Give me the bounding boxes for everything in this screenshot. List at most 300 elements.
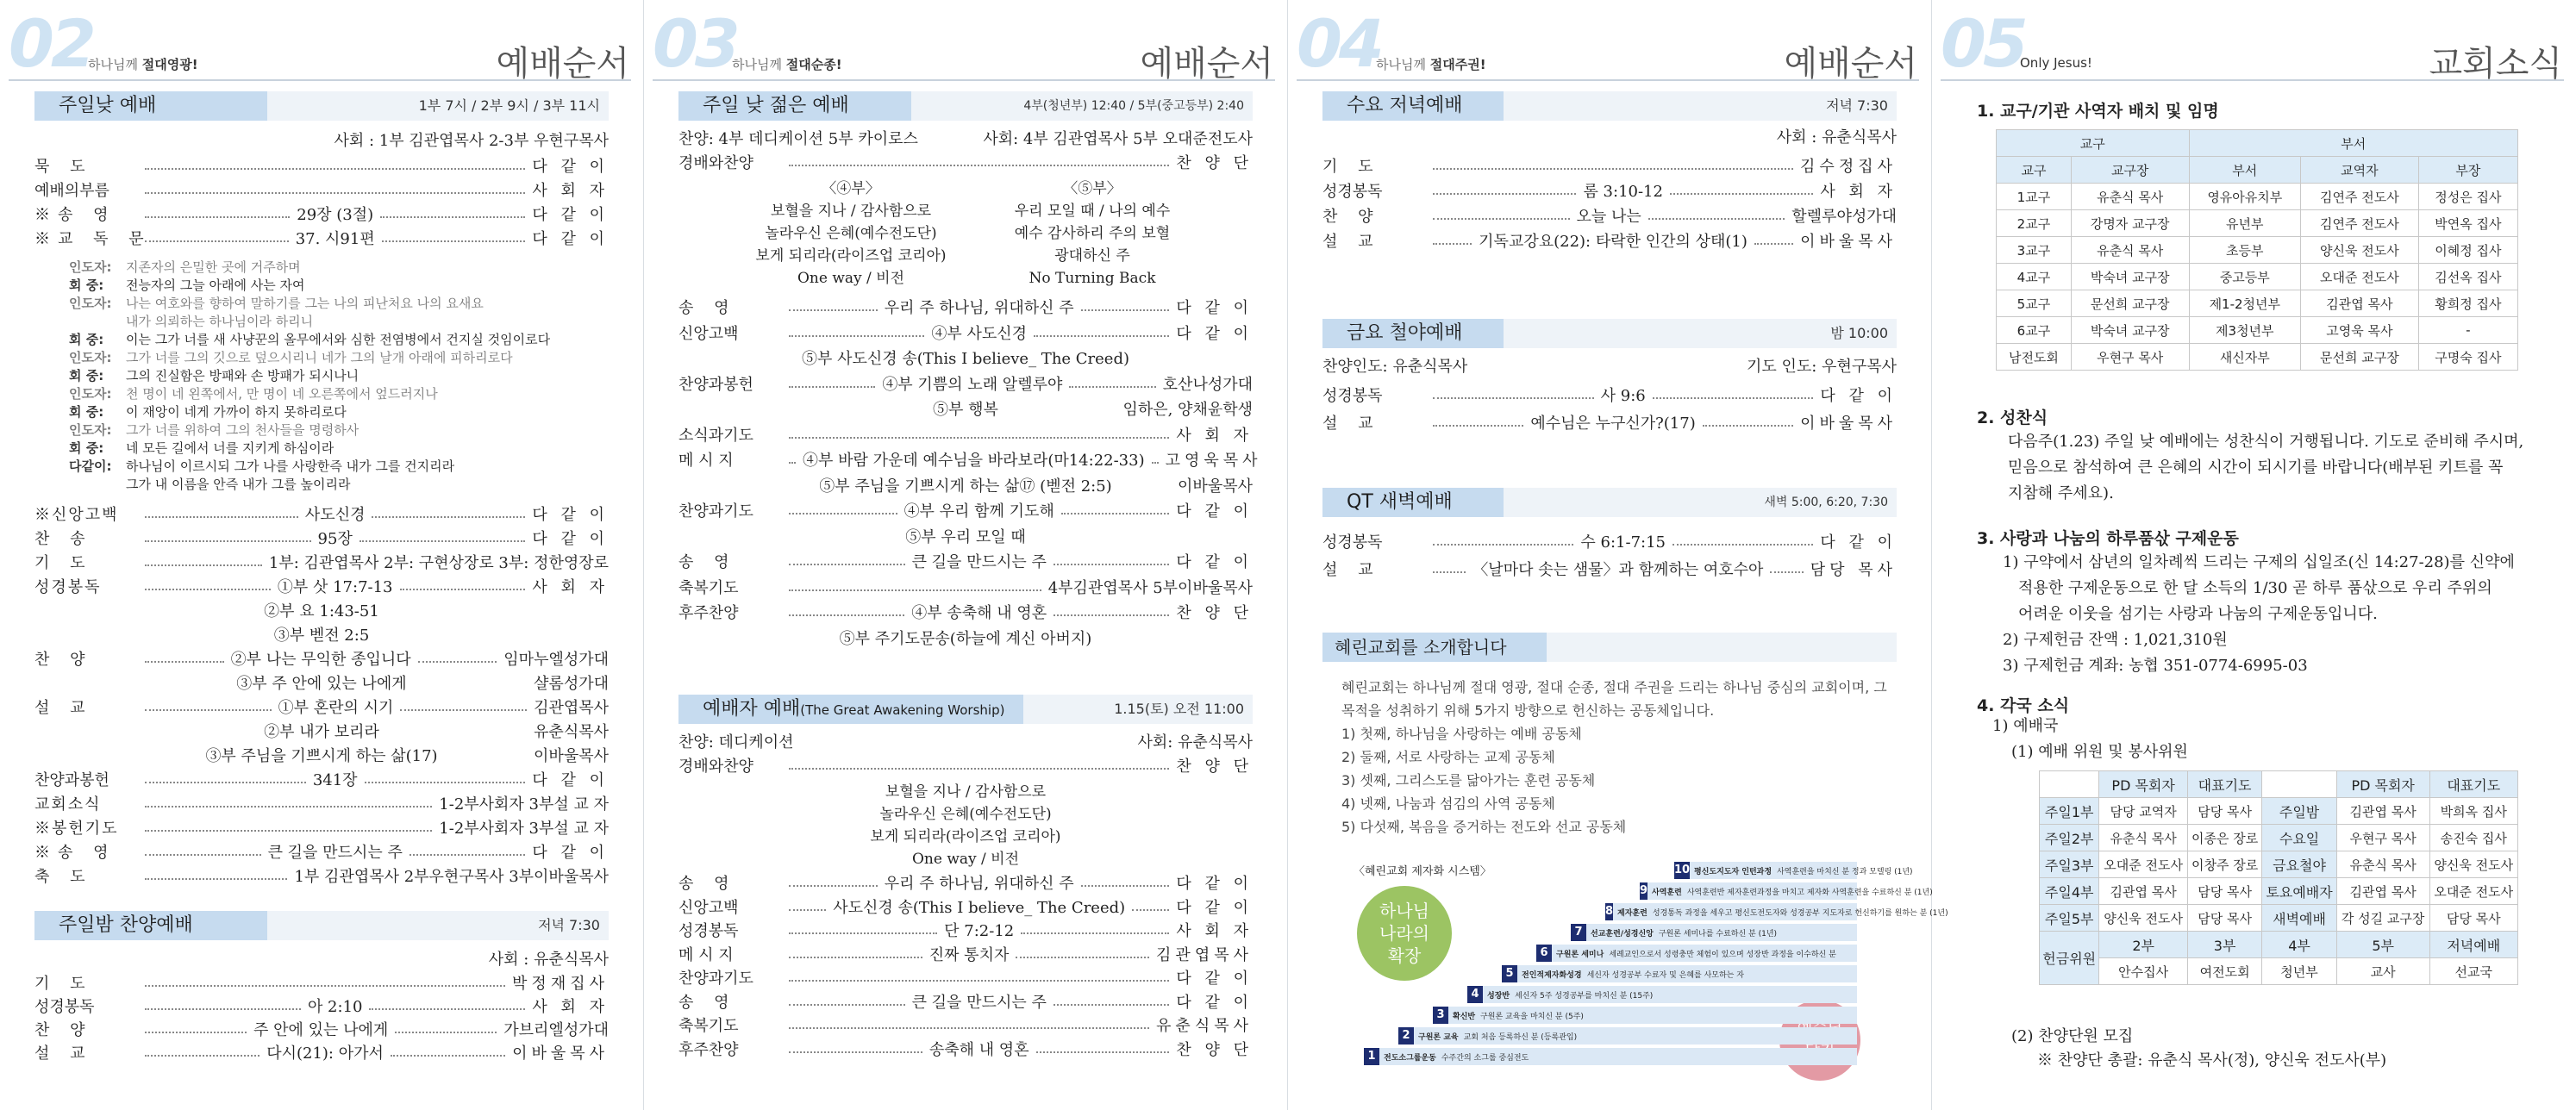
leader-dots: [1054, 564, 1170, 565]
row-key: 송 영: [678, 993, 737, 1012]
section-title: 예배자 예배(The Great Awakening Worship): [678, 695, 1023, 724]
row-content: 큰 길을 만드시는 주: [911, 553, 1047, 571]
staff-cell: 양신욱 전도사: [2301, 237, 2419, 264]
row-person: 이바울목사: [1178, 477, 1253, 496]
committee-cell: 양신욱 전도사: [2099, 905, 2187, 932]
committee-row: [2040, 825, 2518, 851]
staff-cell: -: [2418, 317, 2517, 344]
leader-dots: [789, 564, 905, 565]
page-04: [1288, 0, 1948, 1110]
stair-step: [1536, 945, 1857, 962]
page-number: 02: [9, 5, 93, 82]
news-body-2: [2008, 429, 2523, 507]
section-bar-dawn: [1322, 488, 1897, 517]
staff-row: [1997, 184, 2518, 210]
reading-text: 하나님이 이르시되 그가 나를 사랑한즉 내가 그를 건지리라: [126, 458, 455, 474]
song-title: No Turning Back: [1029, 270, 1156, 287]
reading-text: 이는 그가 너를 새 사냥꾼의 올무에서와 심한 전염병에서 건지실 것임이로다: [126, 332, 551, 347]
row-person: 담당 목사: [1810, 561, 1897, 579]
reading-line: [69, 440, 550, 458]
order-row: 경배와찬양 찬 양 단: [678, 154, 1253, 172]
leader-dots: [1016, 957, 1149, 958]
page-header: [1941, 5, 2564, 84]
step-title: 사역훈련: [1652, 888, 1682, 897]
leader-dots: [1433, 425, 1523, 427]
news-heading-2: 2. 성찬식: [1977, 408, 2048, 427]
row-person: 찬 양 단: [1176, 604, 1253, 622]
reading-speaker: 인도자:: [69, 422, 112, 438]
committee-cell: 주일밤: [2262, 798, 2337, 825]
row-key: 기 도: [1322, 158, 1381, 176]
order-row: [678, 944, 1253, 968]
leader-dots: [145, 1055, 259, 1057]
section-title: 금요 철야예배: [1322, 319, 1504, 348]
money-head-cell: 4부: [2262, 932, 2337, 958]
row-person: 사 회 자: [1176, 426, 1253, 445]
row-person: 다 같 이: [1176, 898, 1253, 917]
leader-dots: [1081, 885, 1170, 887]
stair-step: [1364, 1048, 1857, 1065]
staff-cell: 구명숙 집사: [2418, 344, 2517, 371]
leader-dots: [1433, 544, 1573, 546]
staff-cell: 박숙녀 교구장: [2071, 264, 2189, 290]
committee-cell: 이창주 장로: [2187, 851, 2261, 878]
order-row: [678, 1038, 1253, 1063]
order-row: [1322, 558, 1897, 583]
row-key: 후주찬양: [678, 604, 739, 622]
song-title: 〈⑤부〉: [1063, 180, 1122, 197]
reading-text: 전능자의 그늘 아래에 사는 자여: [126, 278, 305, 293]
row-person: 사 회 자: [1176, 922, 1253, 940]
staff-cell: 5교구: [1997, 290, 2072, 317]
news-sub-c: (2) 찬양단원 모집: [2011, 1027, 2134, 1045]
staff-cell: 우현구 목사: [2071, 344, 2189, 371]
row-content: 사도신경 송(This I believe_ The Creed): [833, 898, 1126, 917]
committee-cell: 담당 목사: [2187, 905, 2261, 932]
step-desc: 교회 처음 등록하신 분 (등록관입): [1463, 1032, 1578, 1042]
step-title: 전인적제자화성경: [1522, 970, 1582, 980]
committee-cell: 주일2부: [2040, 825, 2099, 851]
row-key: 설 교: [34, 1045, 93, 1063]
leader-dots: [789, 335, 924, 337]
step-number: 2: [1398, 1027, 1414, 1045]
responsive-reading: [69, 259, 550, 494]
order-row: 찬 송 95장 다 같 이: [34, 530, 609, 548]
news-line: 3) 구제헌금 계좌: 농협 351-0774-6995-03: [2003, 657, 2308, 675]
order-row: [678, 500, 1253, 524]
committee-cell: 김관엽 목사: [2336, 878, 2429, 905]
prayer-leader: 기도 인도: 우현구목사: [1747, 358, 1897, 376]
leader-dots: [789, 309, 878, 311]
row-key: 찬양과봉헌: [678, 375, 753, 394]
staff-cell: 이혜정 집사: [2418, 237, 2517, 264]
news-heading-4: 4. 각국 소식: [1977, 696, 2070, 715]
committee-cell: 새벽예배: [2262, 905, 2337, 932]
page-title: 예배순서: [1784, 44, 1917, 84]
staff-cell: 김관엽 목사: [2301, 290, 2419, 317]
intro-line: 3) 셋째, 그리스도를 닮아가는 훈련 공동체: [1341, 772, 1596, 789]
system-title: 〈혜린교회 제자화 시스템〉: [1354, 865, 1491, 878]
staff-cell: 유춘식 목사: [2071, 237, 2189, 264]
song-title: 놀라우신 은혜(예수전도단): [879, 806, 1052, 823]
committee-cell: 유춘식 목사: [2099, 825, 2187, 851]
order-subline: ⑤부 주님을 기쁘시게 하는 삶⑰ (벧전 2:5): [819, 477, 1112, 496]
money-cell: 교사: [2336, 958, 2429, 985]
kingdom-circle: 하나님 나라의 확장: [1357, 886, 1452, 981]
praise-team: 찬양: 데디케이션: [678, 733, 794, 751]
intro-line: 혜린교회는 하나님께 절대 영광, 절대 순종, 절대 주권을 드리는 하나님 중심의 교회이며, 그 목적을 성취하기 위해 5가지 방향으로 헌신하는 공동체입니다.: [1341, 679, 1887, 719]
staff-cell: 6교구: [1997, 317, 2072, 344]
choir-name: 샬롬성가대: [534, 675, 609, 693]
committee-cell: 오대준 전도사: [2099, 851, 2187, 878]
leader-dots: [1433, 243, 1472, 245]
order-row: ※신앙고백 사도신경 다 같 이: [34, 506, 610, 524]
order-row: [678, 1014, 1253, 1038]
leader-dots: [789, 462, 796, 464]
staff-row: [1997, 210, 2518, 237]
staff-cell: 박연옥 집사: [2418, 210, 2517, 237]
row-person: 고영욱목사: [1165, 452, 1262, 470]
section-title: 수요 저녁예배: [1322, 91, 1504, 121]
leader-dots: [1132, 909, 1169, 911]
row-person: 다 같 이: [1820, 533, 1898, 552]
order-row: [34, 995, 609, 1020]
step-number: 5: [1502, 965, 1517, 982]
row-person: 박정재집사: [512, 975, 609, 993]
row-content: ④부 바람 가운데 예수님을 바라보라(마14:22-33): [803, 452, 1145, 470]
leader-dots: [789, 513, 897, 514]
stair-step: [1571, 924, 1857, 941]
order-row: [678, 577, 1253, 601]
songs-5bu: [980, 178, 1204, 290]
committee-cell: 담당 목사: [2429, 905, 2517, 932]
row-key: 찬양과기도: [678, 970, 753, 988]
reading-line: [69, 367, 550, 385]
staff-cell: 3교구: [1997, 237, 2072, 264]
money-cell: 여전도회: [2187, 958, 2261, 985]
staff-row: [1997, 344, 2518, 371]
money-cell: 선교국: [2429, 958, 2517, 985]
row-content: ④부 송축해 내 영혼: [911, 604, 1047, 622]
stair-step: [1674, 862, 1913, 879]
step-desc: 세신자 5주 성경공부를 마치신 분 (15주): [1515, 991, 1654, 1001]
praise-line: ③부 주 안에 있는 나에게: [236, 675, 407, 693]
reading-speaker: 회 중:: [69, 278, 104, 293]
reading-text: 천 명이 네 왼쪽에서, 만 명이 네 오른쪽에서 엎드러지나: [126, 386, 438, 402]
staff-cell: 남전도회: [1997, 344, 2072, 371]
row-person: 김관엽목사: [1156, 945, 1253, 964]
leader-dots: [789, 1027, 1149, 1029]
reading-line: [69, 476, 550, 494]
staff-cell: 오대준 전도사: [2301, 264, 2419, 290]
leader-line: 사회: 유춘식목사: [1137, 733, 1253, 751]
money-head-cell: 2부: [2099, 932, 2187, 958]
order-row: [678, 602, 1253, 626]
row-key: 송 영: [678, 299, 737, 317]
leader-dots: [1433, 397, 1594, 399]
order-row: ※송 영 큰 길을 만드시는 주 다 같 이: [34, 844, 610, 862]
order-row: [1322, 531, 1897, 555]
step-title: 성장반: [1487, 991, 1510, 1001]
reading-speaker: 회 중:: [69, 368, 104, 384]
news-line: 적용한 구제운동으로 한 달 소득의 1/30 곧 하루 품삯으로 우리 주위의: [2018, 579, 2492, 597]
row-content: 주 안에 있는 나에게: [253, 1021, 389, 1039]
reading-speaker: 인도자:: [69, 350, 112, 365]
row-content: 진짜 통치자: [928, 945, 1010, 964]
stair-step: [1605, 903, 1948, 920]
reading-speaker: 회 중:: [69, 440, 104, 456]
row-key: 설 교: [1322, 561, 1381, 579]
news-line: 지참해 주세요).: [2008, 484, 2114, 502]
head-cell: 대표기도: [2187, 771, 2261, 798]
staff-cell: 중고등부: [2189, 264, 2301, 290]
row-content: 수 6:1-7:15: [1580, 533, 1666, 552]
step-number: 4: [1467, 986, 1483, 1003]
row-person: 이바울목사: [512, 1045, 610, 1063]
step-title: 평신도지도자 인턴과정: [1694, 867, 1773, 876]
order-row: ※송 영 29장 (3절) 다 같 이: [34, 206, 610, 224]
header-motto: 하나님께 절대주권!: [1376, 57, 1486, 72]
order-row: [678, 991, 1253, 1015]
order-row: 기 도 1부: 김관엽목사 2부: 구현상장로 3부: 정한영장로: [34, 554, 609, 572]
leader-dots: [1433, 193, 1576, 195]
song-title: 보게 되리라(라이즈업 코리아): [755, 247, 947, 265]
step-desc: 사역훈련반 제자훈련과정을 마치고 제자화 사역훈련을 수료하신 분 (1년): [1686, 888, 1933, 897]
reading-line: [69, 403, 550, 421]
page-03: [644, 0, 1288, 1110]
row-person: 이바울목사: [1800, 415, 1898, 433]
committee-cell: 주일1부: [2040, 798, 2099, 825]
order-row: 경배와찬양 찬 양 단: [678, 758, 1253, 776]
row-content: ④부 사도신경: [931, 324, 1028, 343]
row-key: 축복기도: [678, 578, 739, 597]
reading-speaker: 인도자:: [69, 259, 112, 275]
head-cell: PD 목회자: [2099, 771, 2187, 798]
song-title: 보혈을 지나 / 감사함으로: [885, 783, 1047, 801]
step-desc: 세신자 성경공부 수료자 및 은혜를 사모하는 자: [1586, 970, 1744, 980]
row-content: 다시(21): 아가서: [266, 1045, 384, 1063]
leader-dots: [1648, 218, 1785, 220]
money-row: [2040, 958, 2518, 985]
row-key: 성경봉독: [34, 998, 95, 1016]
staff-cell: 제3청년부: [2189, 317, 2301, 344]
step-title: 구원론 교육: [1418, 1032, 1459, 1042]
staff-cell: 문선희 교구장: [2301, 344, 2419, 371]
committee-cell: 주일3부: [2040, 851, 2099, 878]
row-key: 설 교: [1322, 233, 1381, 251]
reading-text: 그가 내 이름을 안즉 내가 그를 높이리라: [126, 477, 351, 492]
reading-text: 지존자의 은밀한 곳에 거주하며: [126, 259, 301, 275]
news-line: 1) 구약에서 삼년의 일차례씩 드리는 구제의 십일조(신 14:27-28)를 신약에: [2003, 553, 2515, 571]
reading-speaker: 다같이:: [69, 458, 112, 474]
row-content: 예수님은 누구신가?(17): [1530, 415, 1696, 433]
order-row: [1322, 180, 1897, 204]
committee-cell: 유춘식 목사: [2336, 851, 2429, 878]
reading-line: [69, 385, 550, 403]
page-number: 04: [1297, 5, 1381, 82]
staff-cell: 1교구: [1997, 184, 2072, 210]
row-key: 찬 양: [1322, 208, 1381, 226]
leader-dots: [1061, 513, 1170, 514]
section-title: 주일밤 찬양예배: [34, 911, 267, 940]
stair-step: [1502, 965, 1857, 982]
leader-dots: [145, 1008, 301, 1010]
header-motto: Only Jesus!: [2020, 55, 2092, 71]
intro-line: 1) 첫째, 하나님을 사랑하는 예배 공동체: [1341, 726, 1582, 742]
row-person: 다 같 이: [1176, 502, 1254, 521]
leader-line: 사회 : 1부 김관엽목사 2-3부 우현구목사: [334, 132, 609, 150]
step-number: 1: [1364, 1048, 1379, 1065]
staff-cell: 유년부: [2189, 210, 2301, 237]
leader-dots: [789, 437, 1169, 439]
order-subline: ⑤부 주기도문송(하늘에 계신 아버지): [839, 629, 1092, 648]
step-desc: 구원론 세미나를 수료하신 분 (1년): [1658, 929, 1778, 939]
reading-line: [69, 458, 550, 476]
committee-cell: 박희옥 집사: [2429, 798, 2517, 825]
staff-table: 교구 부서 교구 교구장 부서 교역자 부장 1교구 유춘식 목사 영유아유치부 김연주 전도사 정성은 집사 2교구 강명자 교구장 유년부 김연주 전도사 박연옥 집사 3교구 유춘식 목사 초등부 양신욱 전도사 이혜정 집사 4교구 박숙녀 교구장 중고등부 오대준 전도사 김선옥 집사 5교구 문선희 교구장 제1-2청년부 김관엽 목사 황희정 집사 6교구 박숙녀 교구장 제3청년부 고영욱 목사 - 남전도회 우현구 목사 새신자부 문선희 교구장 구명숙 집사: [1996, 129, 2518, 371]
committee-cell: 각 성길 교구장: [2336, 905, 2429, 932]
leader-dots: [391, 1055, 505, 1057]
leader-line: 사회: 4부 김관엽목사 5부 오대준전도사: [983, 130, 1253, 148]
song-title: 〈④부〉: [822, 180, 880, 197]
order-row: 설 교 ①부 혼란의 시기 김관엽목사: [34, 699, 610, 717]
reading-text: 그가 너를 위하여 그의 천사들을 명령하사: [126, 422, 360, 438]
reading-line: [69, 349, 550, 367]
section-title: QT 새벽예배: [1322, 488, 1504, 517]
leader-dots: [789, 957, 922, 958]
reading-speaker: 인도자:: [69, 386, 112, 402]
row-key: 성경봉독: [1322, 183, 1383, 201]
section-time: 저녁 7:30: [538, 917, 600, 933]
staff-row: [1997, 264, 2518, 290]
news-line: 2) 구제헌금 잔액 : 1,021,310원: [2003, 631, 2228, 649]
row-key: 찬양과기도: [678, 502, 753, 521]
row-content: ④부 기쁨의 노래 알렐루야: [882, 375, 1063, 394]
row-key: 후주찬양: [678, 1040, 739, 1059]
money-head-cell: 3부: [2187, 932, 2261, 958]
church-intro: [1341, 676, 1893, 839]
order-row: ※교 독 문 37. 시91편 다 같 이: [34, 230, 610, 248]
committee-cell: 담당 목사: [2187, 878, 2261, 905]
section-title: 주일 낮 젊은 예배: [678, 91, 911, 121]
staff-cell: 문선희 교구장: [2071, 290, 2189, 317]
order-row: [34, 972, 609, 996]
song-title: 보혈을 지나 / 감사함으로: [770, 203, 932, 220]
step-number: 7: [1571, 924, 1586, 941]
reading-line: [69, 421, 550, 440]
page-number: 05: [1941, 5, 2025, 82]
row-content: 기독교강요(22): 타락한 인간의 상태(1): [1479, 233, 1748, 251]
news-line: 어려운 이웃을 섬기는 사랑과 나눔의 구제운동입니다.: [2018, 605, 2378, 623]
song-title: 예수 감사하리 주의 보혈: [1014, 225, 1171, 242]
news-heading-3: 3. 사랑과 나눔의 하루품삯 구제운동: [1977, 529, 2239, 548]
stair-step: [1640, 882, 1933, 900]
row-content: 우리 주 하나님, 위대하신 주: [884, 299, 1074, 317]
leader-dots: [789, 909, 826, 911]
leader-dots: [1152, 462, 1159, 464]
page-title: 교회소식: [2429, 44, 2562, 84]
leader-dots: [1770, 571, 1803, 573]
step-title: 확신반: [1453, 1012, 1476, 1021]
leader-dots: [1673, 544, 1813, 546]
reading-line: [69, 259, 550, 277]
order-row: 축 도 1부 김관엽목사 2부우현구목사 3부이바울목사: [34, 868, 609, 886]
header-motto: 하나님께 절대영광!: [88, 57, 198, 72]
order-row: [678, 424, 1253, 448]
order-row: 묵 도 다 같 이: [34, 158, 609, 176]
money-cell: 청년부: [2262, 958, 2337, 985]
section-bar-wednesday: [1322, 91, 1897, 121]
section-time: 4부(청년부) 12:40 / 5부(중고등부) 2:40: [1023, 99, 1244, 113]
leader-dots: [789, 980, 1169, 982]
staff-row: [1997, 317, 2518, 344]
reading-text: 나는 여호와를 향하여 말하기를 그는 나의 피난처요 나의 요새요: [126, 296, 484, 311]
section-time: 새벽 5:00, 6:20, 7:30: [1764, 496, 1888, 509]
row-content: 우리 주 하나님, 위대하신 주: [884, 875, 1074, 893]
committee-cell: 주일5부: [2040, 905, 2099, 932]
row-person: 이바울목사: [1800, 233, 1898, 251]
row-person: 다 같 이: [1176, 970, 1253, 988]
head-cell: [2040, 771, 2099, 798]
committee-row: [2040, 878, 2518, 905]
preacher: 이바울목사: [534, 747, 609, 765]
reading-line: [69, 277, 550, 295]
order-row: [678, 373, 1253, 397]
stair-step: [1398, 1027, 1857, 1045]
row-person: 가브리엘성가대: [503, 1021, 609, 1039]
step-desc: 사역훈련을 마치신 분 정과 모델링 (1년): [1777, 867, 1913, 876]
staff-row: [1997, 237, 2518, 264]
section-title: 혜린교회를 소개합니다: [1322, 633, 1547, 662]
step-title: 전도소그룹운동: [1384, 1053, 1436, 1063]
order-row: [1322, 230, 1897, 254]
reading-line: [69, 313, 550, 331]
section-bar-sunday-night: [34, 911, 609, 940]
leader-dots: [1433, 571, 1466, 573]
section-time: 1.15(토) 오전 11:00: [1114, 701, 1244, 717]
order-row: [678, 896, 1253, 920]
head-cell: 대표기도: [2429, 771, 2517, 798]
row-person: 다 같 이: [1176, 324, 1253, 343]
leader-dots: [1703, 425, 1793, 427]
leader-dots: [1670, 193, 1813, 195]
row-key: 신앙고백: [678, 898, 739, 917]
committee-cell: 담당 목사: [2187, 798, 2261, 825]
row-person: 찬 양 단: [1176, 1040, 1254, 1059]
step-title: 선교훈련/성경신앙: [1591, 929, 1654, 939]
head-cell: PD 목회자: [2336, 771, 2429, 798]
order-row: [1322, 205, 1897, 229]
row-person: 김수정집사: [1800, 158, 1897, 176]
section-time: 1부 7시 / 2부 9시 / 3부 11시: [418, 97, 600, 114]
leader-line: 사회 : 유춘식목사: [488, 951, 609, 969]
row-key: 찬 양: [34, 1021, 93, 1039]
reading-text: 네 모든 길에서 너를 지키게 하심이라: [126, 440, 335, 456]
reading-speaker: 인도자:: [69, 296, 112, 311]
reading-text: 그의 진실함은 방패와 손 방패가 되시나니: [126, 368, 360, 384]
staff-cell: 새신자부: [2189, 344, 2301, 371]
row-person: 다 같 이: [1820, 387, 1898, 405]
step-title: 구원론 세미나: [1556, 950, 1604, 959]
page-header: [653, 5, 1275, 84]
page-header: [9, 5, 631, 84]
committee-cell: 이종은 장로: [2187, 825, 2261, 851]
reading-line: [69, 295, 550, 313]
row-person: 사 회 자: [532, 998, 610, 1016]
order-row: 찬양과봉헌 341장 다 같 이: [34, 771, 610, 789]
intro-line: 4) 넷째, 나눔과 섬김의 사역 공동체: [1341, 795, 1555, 812]
order-row: [678, 322, 1253, 346]
